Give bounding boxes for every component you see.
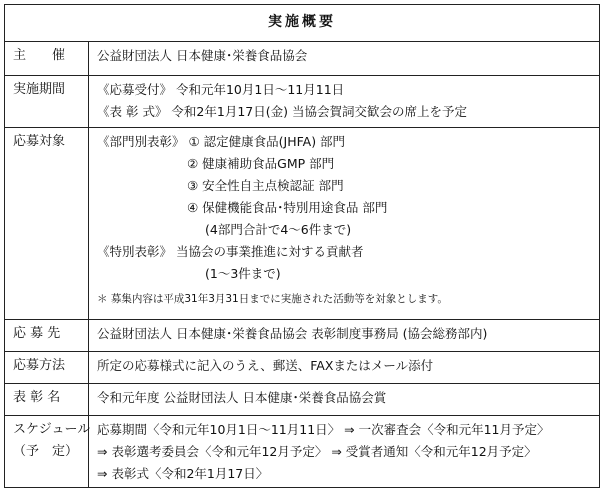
summary-table <box>4 4 600 488</box>
row-label: 表 彰 名 <box>5 384 89 415</box>
row-value <box>89 42 599 75</box>
value-line: 所定の応募様式に記入のうえ、郵送、FAXまたはメール添付 <box>97 358 434 373</box>
value-line: ③ 安全性自主点検認証 部門 <box>187 178 344 193</box>
value-line: ⇒ 表彰式〈令和2年1月17日〉 <box>97 466 269 481</box>
value-line: (1～3件まで) <box>205 266 281 281</box>
row-method <box>5 351 599 383</box>
value-line: 《部門別表彰》 ① 認定健康食品(JHFA) 部門 <box>97 134 346 149</box>
row-value <box>89 352 599 383</box>
row-value <box>89 416 599 487</box>
row-label: 応募方法 <box>5 352 89 383</box>
value-line: ② 健康補助食品GMP 部門 <box>187 156 335 171</box>
row-period <box>5 75 599 127</box>
row-organizer <box>5 41 599 75</box>
row-label: 実施期間 <box>5 76 89 127</box>
value-line: 《表 彰 式》 令和2年1月17日(金) 当協会賀詞交歓会の席上を予定 <box>97 104 467 119</box>
value-line: 公益財団法人 日本健康･栄養食品協会 <box>97 48 308 63</box>
row-schedule <box>5 415 599 487</box>
value-line: ④ 保健機能食品･特別用途食品 部門 <box>187 200 388 215</box>
row-award-name <box>5 383 599 415</box>
value-line: ⇒ 表彰選考委員会〈令和元年12月予定〉 ⇒ 受賞者通知〈令和元年12月予定〉 <box>97 444 537 459</box>
table-title: 実施概要 <box>268 14 336 30</box>
row-label: 応 募 先 <box>5 320 89 351</box>
row-label: スケジュール （予 定） <box>5 416 89 487</box>
row-target <box>5 127 599 319</box>
row-label: 応募対象 <box>5 128 89 319</box>
value-line: 公益財団法人 日本健康･栄養食品協会 表彰制度事務局 (協会総務部内) <box>97 326 488 341</box>
row-recipient <box>5 319 599 351</box>
row-value <box>89 320 599 351</box>
row-value <box>89 384 599 415</box>
row-value <box>89 128 599 319</box>
value-line: 令和元年度 公益財団法人 日本健康･栄養食品協会賞 <box>97 390 387 405</box>
value-note: ＊ 募集内容は平成31年3月31日までに実施された活動等を対象とします。 <box>97 293 448 305</box>
table-title-row <box>5 5 599 41</box>
value-line: 《応募受付》 令和元年10月1日～11月11日 <box>97 82 345 97</box>
value-line: 《特別表彰》 当協会の事業推進に対する貢献者 <box>97 244 364 259</box>
value-line: 応募期間〈令和元年10月1日～11月11日〉 ⇒ 一次審査会〈令和元年11月予定〉 <box>97 422 550 437</box>
row-label: 主 催 <box>5 42 89 75</box>
row-value <box>89 76 599 127</box>
value-line: (4部門合計で4～6件まで) <box>205 222 352 237</box>
